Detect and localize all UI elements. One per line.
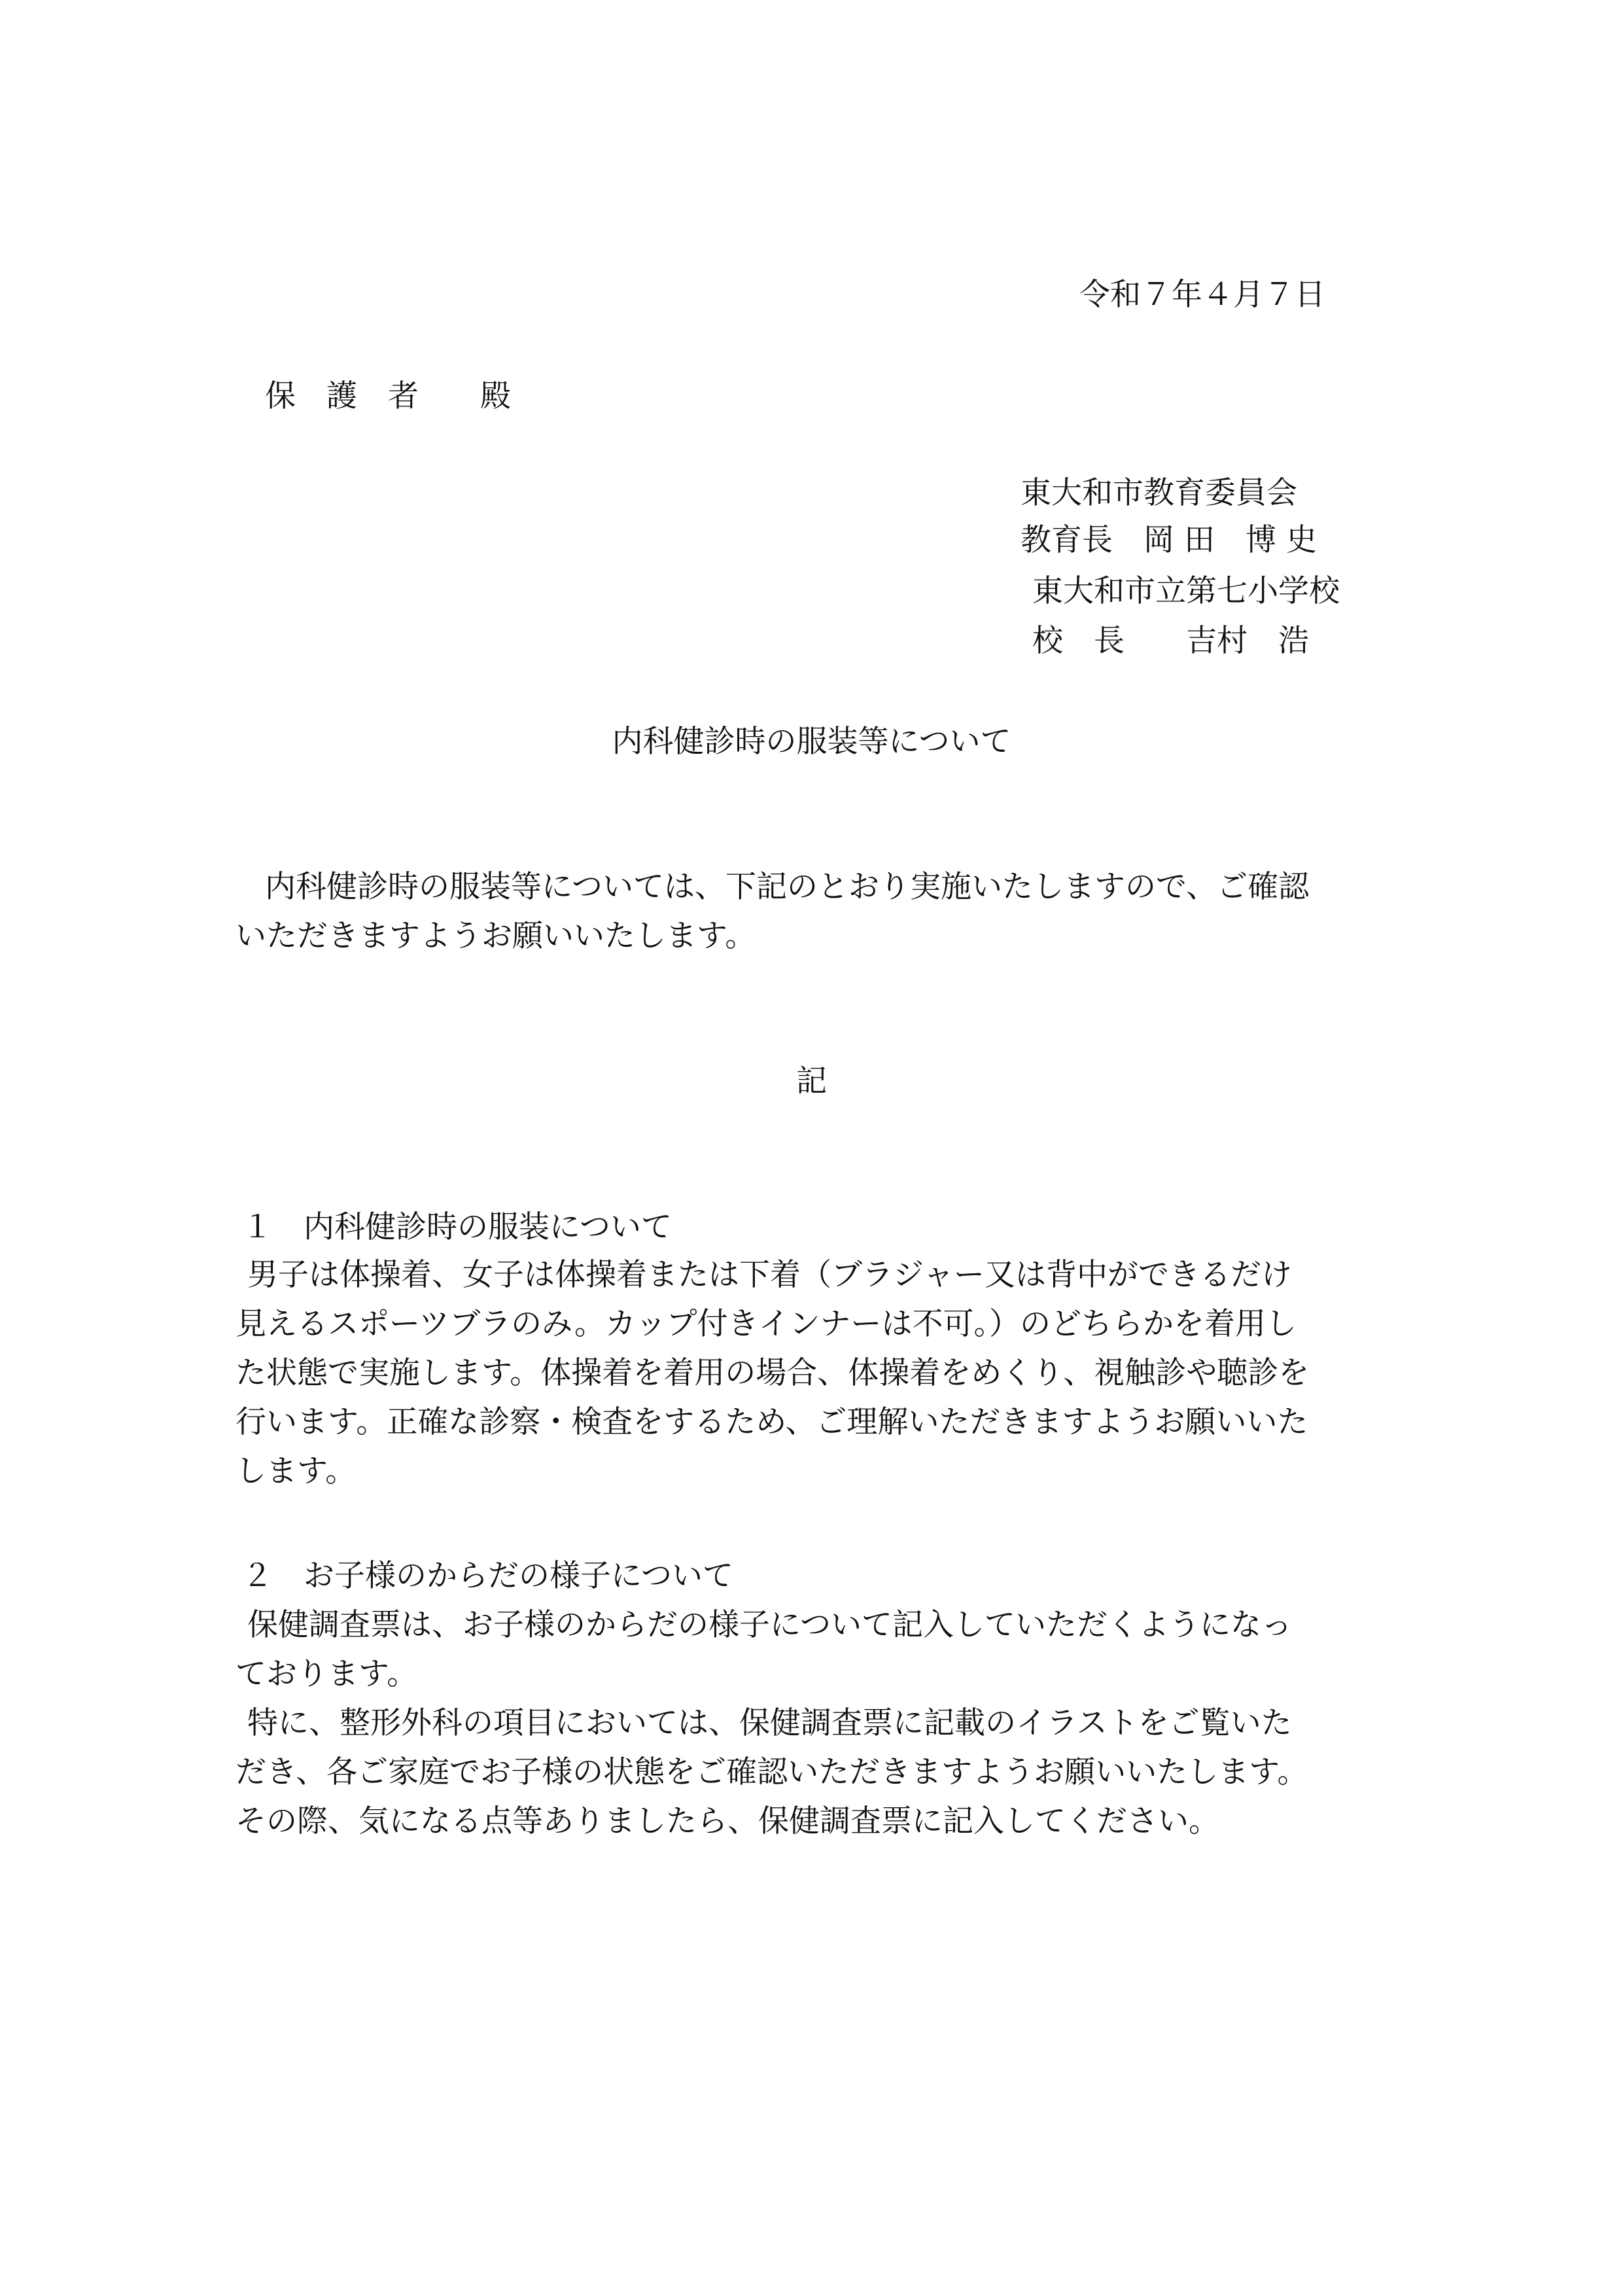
section-line: 男子は体操着、女子は体操着または下着（ブラジャー又は背中ができるだけ (247, 1257, 1293, 1293)
issue-date: 令和７年４月７日 (1079, 277, 1325, 313)
section-line: 保健調査票は、お子様のからだの様子について記入していただくようになっ (247, 1607, 1293, 1643)
intro-line: 内科健診時の服装等については、下記のとおり実施いたしますので、ご確認 (265, 869, 1310, 905)
school-name: 東大和市立第七小学校 (1032, 573, 1340, 609)
issuer-organization: 東大和市教育委員会 (1021, 475, 1297, 511)
section-heading: １ 内科健診時の服装について (242, 1209, 672, 1245)
section-line: その際、気になる点等ありましたら、保健調査票に記入してください。 (236, 1803, 1219, 1839)
section-line: 見えるスポーツブラのみ。カップ付きインナーは不可。）のどちらかを着用し (236, 1306, 1297, 1342)
section-line: 行います。正確な診察・検査をするため、ご理解いただきますようお願いいた (236, 1404, 1308, 1440)
addressee: 保 護 者 殿 (265, 378, 511, 414)
issuer-title-name: 教育長 岡 田 博 史 (1021, 522, 1317, 558)
section-line: 特に、整形外科の項目においては、保健調査票に記載のイラストをご覧いた (247, 1705, 1292, 1741)
ki-marker: 記 (796, 1063, 827, 1099)
section-line: た状態で実施します。体操着を着用の場合、体操着をめくり、視触診や聴診を (236, 1355, 1310, 1391)
section-line: ております。 (236, 1656, 418, 1692)
intro-line: いただきますようお願いいたします。 (236, 918, 756, 954)
section-heading: ２ お子様のからだの様子について (242, 1558, 734, 1594)
principal-name: 校 長 吉村 浩 (1032, 623, 1309, 659)
document-title: 内科健診時の服装等について (612, 724, 1011, 760)
section-line: します。 (236, 1453, 357, 1489)
section-line: だき、各ご家庭でお子様の状態をご確認いただきますようお願いいたします。 (236, 1754, 1308, 1790)
